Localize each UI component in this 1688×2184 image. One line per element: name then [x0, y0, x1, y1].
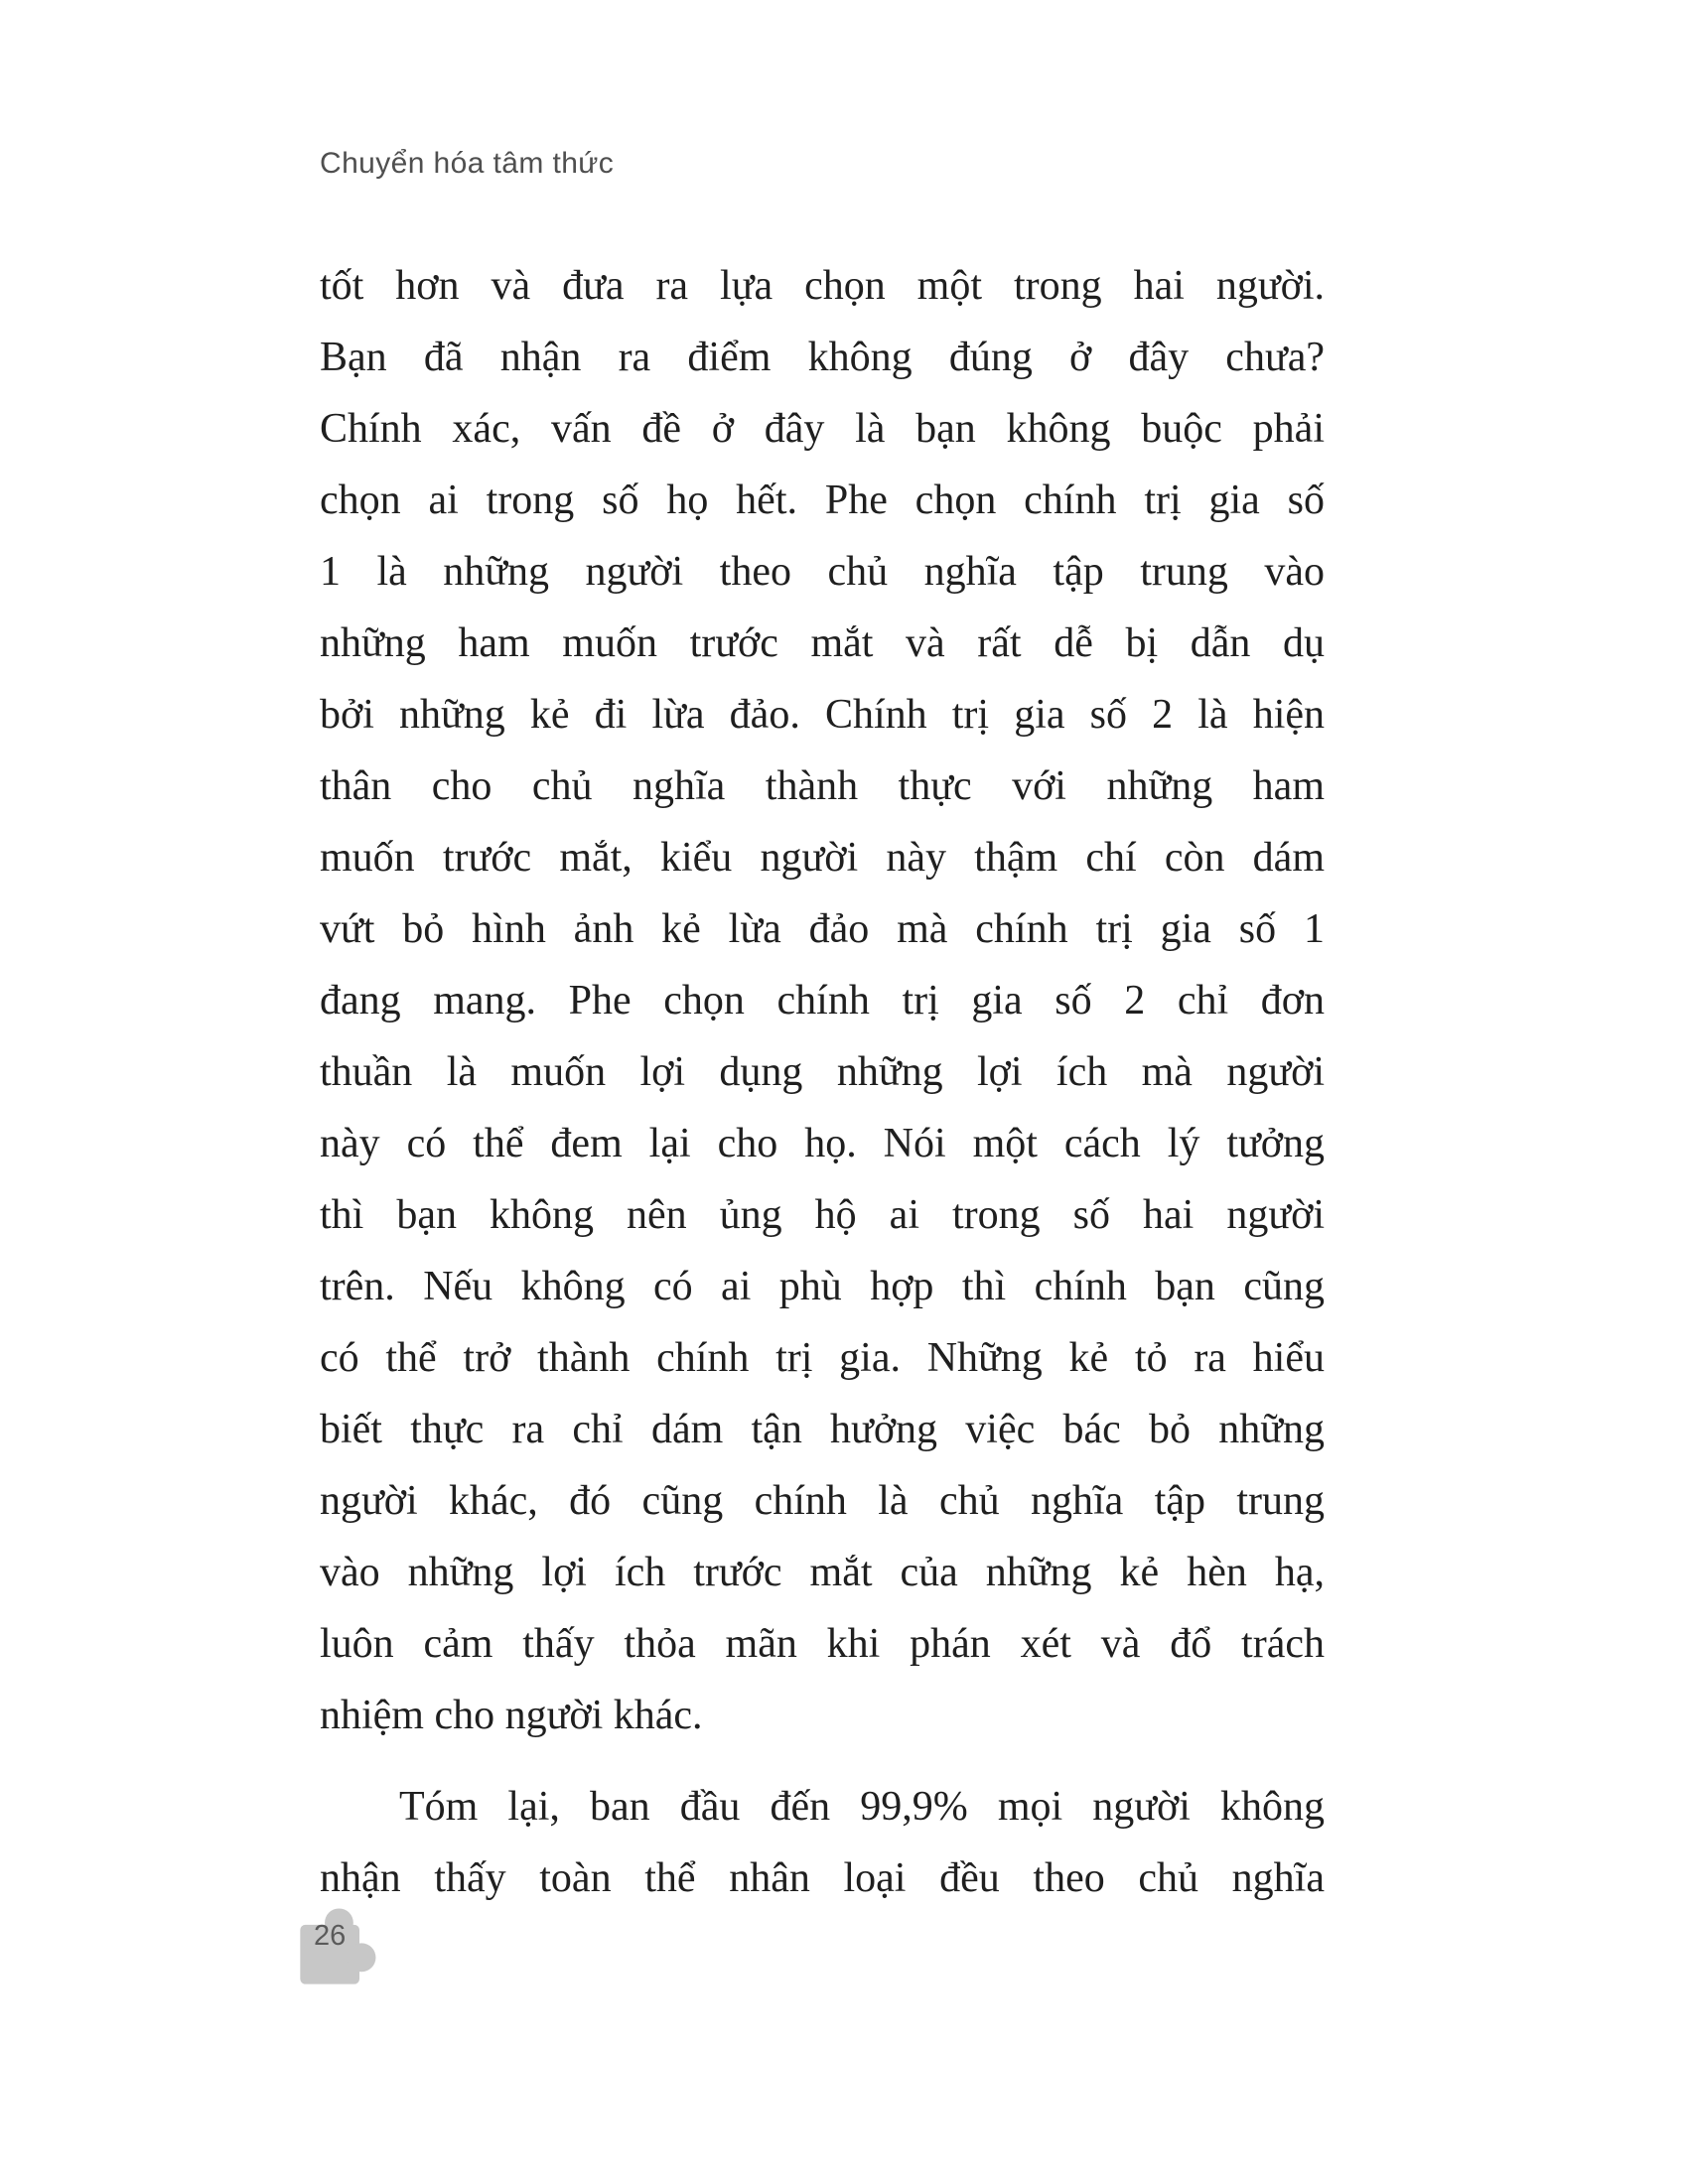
text-line: vào những lợi ích trước mắt của những kẻ hèn hạ,: [320, 1550, 1325, 1595]
text-line: Tóm lại, ban đầu đến 99,9% mọi người không: [399, 1784, 1325, 1830]
text-line: đang mang. Phe chọn chính trị gia số 2 chỉ đơn: [320, 978, 1325, 1024]
paragraph: [320, 250, 1325, 1751]
text-line: luôn cảm thấy thỏa mãn khi phán xét và đổ trách: [320, 1621, 1325, 1667]
text-line: vứt bỏ hình ảnh kẻ lừa đảo mà chính trị gia số 1: [320, 906, 1325, 952]
running-header: Chuyển hóa tâm thức: [320, 147, 615, 180]
page-number: 26: [314, 1920, 347, 1952]
text-line: tốt hơn và đưa ra lựa chọn một trong hai người.: [320, 263, 1325, 309]
text-line: 1 là những người theo chủ nghĩa tập trung vào: [320, 549, 1325, 595]
text-line: biết thực ra chỉ dám tận hưởng việc bác bỏ những: [320, 1407, 1325, 1452]
text-line: thì bạn không nên ủng hộ ai trong số hai người: [320, 1192, 1325, 1238]
page-footer: [288, 1892, 417, 2006]
text-line: thuần là muốn lợi dụng những lợi ích mà người: [320, 1049, 1325, 1095]
text-line: nhận thấy toàn thể nhân loại đều theo chủ nghĩa: [320, 1855, 1325, 1901]
text-line: Bạn đã nhận ra điểm không đúng ở đây chưa?: [320, 335, 1325, 380]
text-line: này có thể đem lại cho họ. Nói một cách lý tưởng: [320, 1121, 1325, 1166]
text-line: những ham muốn trước mắt và rất dễ bị dẫn dụ: [320, 620, 1325, 666]
paragraph: [320, 1771, 1325, 1914]
text-line: bởi những kẻ đi lừa đảo. Chính trị gia số 2 là hiện: [320, 692, 1325, 738]
text-line: chọn ai trong số họ hết. Phe chọn chính trị gia số: [320, 478, 1325, 523]
text-line: Chính xác, vấn đề ở đây là bạn không buộc phải: [320, 406, 1325, 452]
text-line: nhiệm cho người khác.: [320, 1693, 703, 1738]
text-line: thân cho chủ nghĩa thành thực với những ham: [320, 763, 1325, 809]
text-line: muốn trước mắt, kiểu người này thậm chí còn dám: [320, 835, 1325, 881]
text-line: có thể trở thành chính trị gia. Những kẻ tỏ ra hiểu: [320, 1335, 1325, 1381]
text-line: trên. Nếu không có ai phù hợp thì chính bạn cũng: [320, 1264, 1325, 1309]
body-text: [320, 250, 1325, 1914]
text-line: người khác, đó cũng chính là chủ nghĩa tập trung: [320, 1478, 1325, 1524]
